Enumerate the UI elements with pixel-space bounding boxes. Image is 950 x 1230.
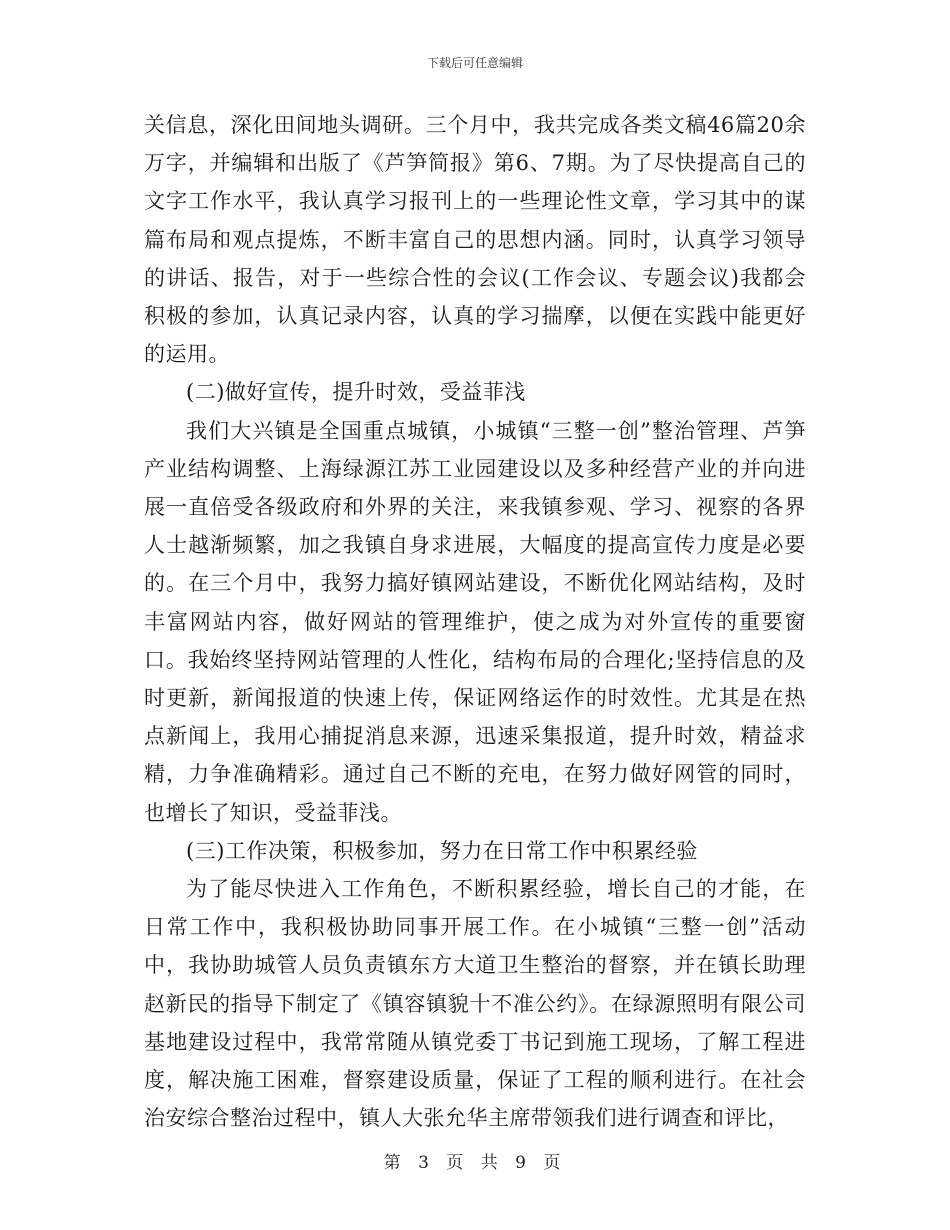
- page-number-footer: 第 3 页 共 9 页: [383, 1153, 567, 1173]
- page-header-note: 下载后可任意编辑: [426, 56, 523, 70]
- paragraph-decisions: 为了能尽快进入工作角色，不断积累经验，增长自己的才能，在日常工作中，我积极协助同事开展工作。在小城镇“三整一创”活动中，我协助城管人员负责镇东方大道卫生整治的督察，并在镇长助理赵新民的指导下制定了《镇容镇貌十不准公约》。在绿源照明有限公司基地建设过程中，我常常随从镇党委丁书记到施工现场，了解工程进度，解决施工困难，督察建设质量，保证了工程的顺利进行。在社会治安综合整治过程中，镇人大张允华主席带领我们进行调查和评比，: [144, 877, 806, 1131]
- document-body: [144, 106, 806, 1137]
- paragraph-continuation: 关信息，深化田间地头调研。三个月中，我共完成各类文稿46篇20余万字，并编辑和出版了《芦笋简报》第6、7期。为了尽快提高自己的文字工作水平，我认真学习报刊上的一些理论性文章，学习其中的谋篇布局和观点提炼，不断丰富自己的思想内涵。同时，认真学习领导的讲话、报告，对于一些综合性的会议(工作会议、专题会议)我都会积极的参加，认真记录内容，认真的学习揣摩，以便在实践中能更好的运用。: [144, 113, 806, 367]
- section-heading-decisions: (三)工作决策，积极参加，努力在日常工作中积累经验: [186, 838, 698, 863]
- section-heading-publicity: (二)做好宣传，提升时效，受益菲浅: [186, 380, 526, 405]
- paragraph-publicity: 我们大兴镇是全国重点城镇，小城镇“三整一创”整治管理、芦笋产业结构调整、上海绿源江苏工业园建设以及多种经营产业的并向进展一直倍受各级政府和外界的关注，来我镇参观、学习、视察的各界人士越渐频繁，加之我镇自身求进展，大幅度的提高宣传力度是必要的。在三个月中，我努力搞好镇网站建设，不断优化网站结构，及时丰富网站内容，做好网站的管理维护，使之成为对外宣传的重要窗口。我始终坚持网站管理的人性化，结构布局的合理化;坚持信息的及时更新，新闻报道的快速上传，保证网络运作的时效性。尤其是在热点新闻上，我用心捕捉消息来源，迅速采集报道，提升时效，精益求精，力争准确精彩。通过自己不断的充电，在努力做好网管的同时，也增长了知识，受益菲浅。: [144, 418, 806, 825]
